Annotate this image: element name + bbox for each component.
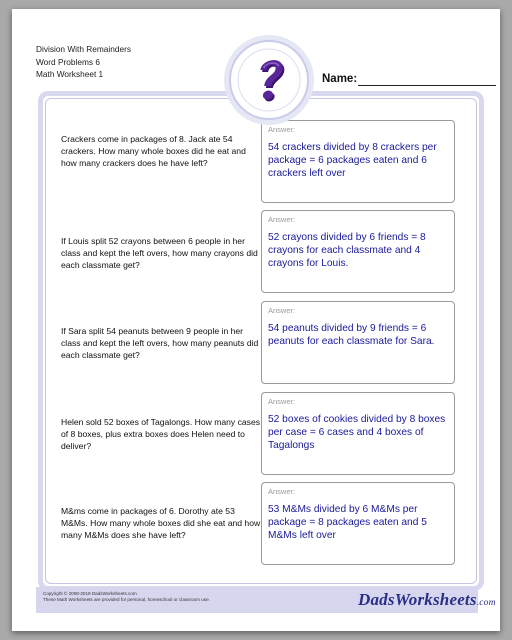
logo-badge — [229, 40, 309, 120]
answer-3-text: 54 peanuts divided by 9 friends = 6 peanuts for each classmate for Sara. — [268, 323, 435, 347]
answer-label: Answer: — [268, 125, 296, 134]
answer-label: Answer: — [268, 306, 296, 315]
answer-label: Answer: — [268, 397, 296, 406]
problem-1-question: Crackers come in packages of 8. Jack ate 54 crackers. How many whole boxes did he eat and how many crackers does he have left? — [61, 134, 246, 168]
answer-5-text: 53 M&Ms divided by 6 M&Ms per package = 8 packages eaten and 5 M&Ms left over — [268, 504, 427, 541]
answer-label: Answer: — [268, 215, 296, 224]
copyright-notice — [43, 591, 210, 604]
brand-worksheets: Worksheets — [394, 590, 477, 609]
usage-notice: These Math Worksheets are provided for personal, homeschool or classroom use. — [43, 597, 210, 603]
worksheet-number: Math Worksheet 1 — [36, 69, 104, 80]
answer-2-text: 52 crayons divided by 6 friends = 8 crayons for each classmate and 4 crayons for Louis. — [268, 232, 426, 269]
problem-3-question: If Sara split 54 peanuts between 9 people in her class and kept the left overs, how many peanuts did each classmate get? — [61, 326, 259, 360]
worksheet-subtitle: Word Problems 6 — [36, 56, 100, 67]
answer-box-5 — [261, 482, 455, 565]
answer-box-4 — [261, 392, 455, 475]
brand-logo[interactable] — [358, 590, 496, 610]
footer — [36, 587, 496, 613]
problem-5-question: M&ms come in packages of 6. Dorothy ate 53 M&Ms. How many whole boxes did she eat and how many M&Ms does she have left? — [61, 506, 261, 540]
name-label: Name: — [322, 73, 358, 85]
answer-box-1 — [261, 120, 455, 203]
brand-tld: .com — [476, 598, 496, 608]
answer-label: Answer: — [268, 487, 296, 496]
problem-4-question: Helen sold 52 boxes of Tagalongs. How many cases of 8 boxes, plus extra boxes does Helen need to deliver? — [61, 417, 261, 451]
answer-box-2 — [261, 210, 455, 293]
problem-2-question: If Louis split 52 crayons between 6 people in her class and kept the left overs, how many crayons did each classmate get? — [61, 236, 258, 270]
answer-box-3 — [261, 301, 455, 384]
copyright-text: Copyright © 2008-2019 DadsWorksheets.com — [43, 591, 137, 596]
name-field-line[interactable] — [358, 85, 496, 86]
question-mark-icon — [231, 42, 307, 118]
brand-dads: Dads — [358, 590, 395, 609]
worksheet-title: Division With Remainders — [36, 44, 131, 54]
answer-1-text: 54 crackers divided by 8 crackers per package = 6 packages eaten and 6 crackers left over — [268, 142, 437, 179]
answer-4-text: 52 boxes of cookies divided by 8 boxes per case = 6 cases and 4 boxes of Tagalongs — [268, 414, 446, 451]
worksheet-page — [12, 9, 500, 631]
worksheet-header — [36, 43, 131, 81]
